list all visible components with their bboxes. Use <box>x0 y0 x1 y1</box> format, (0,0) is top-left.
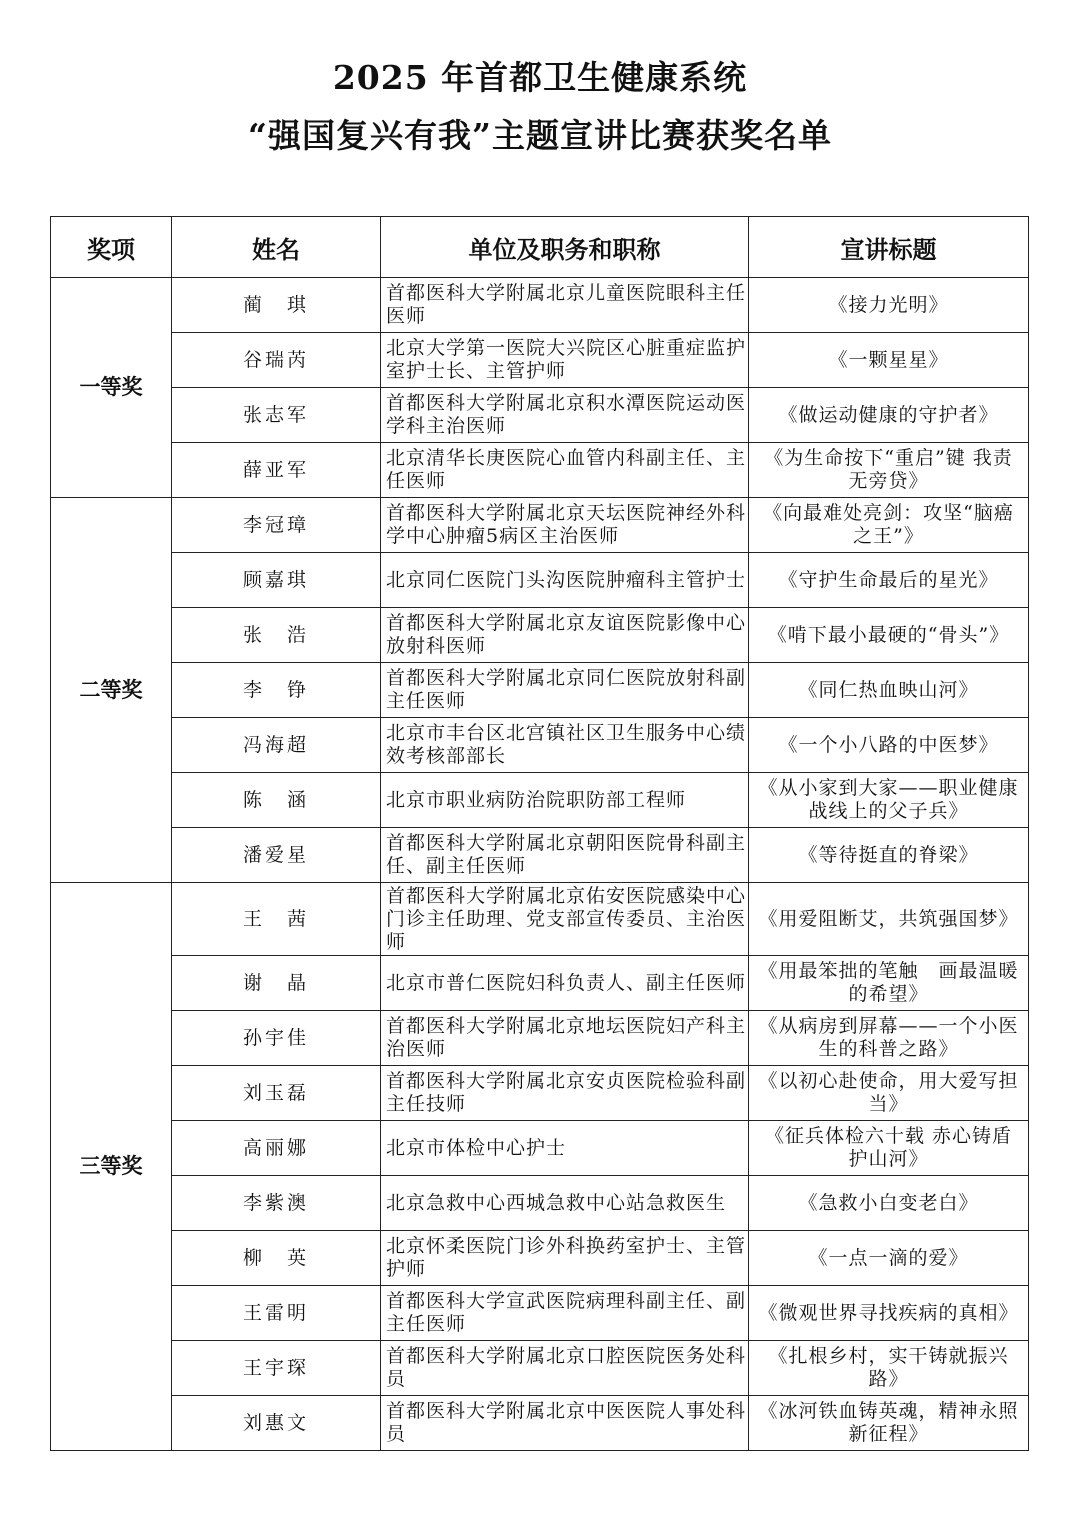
unit-position-cell: 首都医科大学附属北京同仁医院放射科副主任医师 <box>381 663 749 718</box>
unit-position-cell: 北京市职业病防治院职防部工程师 <box>381 773 749 828</box>
speech-title-cell: 《一个小八路的中医梦》 <box>749 718 1029 773</box>
speech-title-cell: 《同仁热血映山河》 <box>749 663 1029 718</box>
table-row <box>51 1231 1029 1286</box>
table-row <box>51 498 1029 553</box>
speech-title-cell: 《一颗星星》 <box>749 333 1029 388</box>
table-row <box>51 663 1029 718</box>
table-header-row <box>51 217 1029 278</box>
unit-position-cell: 首都医科大学附属北京安贞医院检验科副主任技师 <box>381 1066 749 1121</box>
winner-name-cell: 谷瑞芮 <box>172 333 381 388</box>
winner-name-cell: 柳 英 <box>172 1231 381 1286</box>
winner-name-cell: 李紫澳 <box>172 1176 381 1231</box>
speech-title-cell: 《冰河铁血铸英魂，精神永照新征程》 <box>749 1396 1029 1451</box>
table-row <box>51 1341 1029 1396</box>
unit-position-cell: 首都医科大学附属北京地坛医院妇产科主治医师 <box>381 1011 749 1066</box>
speech-title-cell: 《从小家到大家——职业健康战线上的父子兵》 <box>749 773 1029 828</box>
award-table <box>50 216 1029 1451</box>
speech-title-cell: 《从病房到屏幕——一个小医生的科普之路》 <box>749 1011 1029 1066</box>
table-row <box>51 1121 1029 1176</box>
document-title-line2: “强国复兴有我”主题宣讲比赛获奖名单 <box>248 116 832 155</box>
award-level-cell: 三等奖 <box>51 883 172 1451</box>
table-row <box>51 333 1029 388</box>
unit-position-cell: 首都医科大学附属北京天坛医院神经外科学中心肿瘤5病区主治医师 <box>381 498 749 553</box>
speech-title-cell: 《等待挺直的脊梁》 <box>749 828 1029 883</box>
winner-name-cell: 李 铮 <box>172 663 381 718</box>
winner-name-cell: 王 茜 <box>172 883 381 956</box>
winner-name-cell: 谢 晶 <box>172 956 381 1011</box>
speech-title-cell: 《为生命按下“重启”键 我责无旁贷》 <box>749 443 1029 498</box>
winner-name-cell: 刘玉磊 <box>172 1066 381 1121</box>
unit-position-cell: 北京怀柔医院门诊外科换药室护士、主管护师 <box>381 1231 749 1286</box>
unit-position-cell: 首都医科大学附属北京朝阳医院骨科副主任、副主任医师 <box>381 828 749 883</box>
unit-position-cell: 首都医科大学附属北京中医医院人事处科员 <box>381 1396 749 1451</box>
header-award: 奖项 <box>51 217 172 278</box>
unit-position-cell: 北京市普仁医院妇科负责人、副主任医师 <box>381 956 749 1011</box>
winner-name-cell: 王宇琛 <box>172 1341 381 1396</box>
table-row <box>51 828 1029 883</box>
unit-position-cell: 北京大学第一医院大兴院区心脏重症监护室护士长、主管护师 <box>381 333 749 388</box>
winner-name-cell: 冯海超 <box>172 718 381 773</box>
unit-position-cell: 北京市体检中心护士 <box>381 1121 749 1176</box>
speech-title-cell: 《用最笨拙的笔触 画最温暖的希望》 <box>749 956 1029 1011</box>
speech-title-cell: 《征兵体检六十载 赤心铸盾护山河》 <box>749 1121 1029 1176</box>
winner-name-cell: 张 浩 <box>172 608 381 663</box>
table-row <box>51 773 1029 828</box>
speech-title-cell: 《扎根乡村，实干铸就振兴路》 <box>749 1341 1029 1396</box>
award-level-cell: 二等奖 <box>51 498 172 883</box>
table-row <box>51 553 1029 608</box>
table-row <box>51 608 1029 663</box>
winner-name-cell: 陈 涵 <box>172 773 381 828</box>
table-row <box>51 956 1029 1011</box>
table-row <box>51 1286 1029 1341</box>
unit-position-cell: 北京同仁医院门头沟医院肿瘤科主管护士 <box>381 553 749 608</box>
speech-title-cell: 《向最难处亮剑：攻坚“脑癌之王”》 <box>749 498 1029 553</box>
unit-position-cell: 首都医科大学附属北京儿童医院眼科主任医师 <box>381 278 749 333</box>
table-row <box>51 278 1029 333</box>
speech-title-cell: 《接力光明》 <box>749 278 1029 333</box>
table-row <box>51 883 1029 956</box>
table-row <box>51 1396 1029 1451</box>
winner-name-cell: 王雷明 <box>172 1286 381 1341</box>
speech-title-cell: 《用爱阻断艾，共筑强国梦》 <box>749 883 1029 956</box>
header-name: 姓名 <box>172 217 381 278</box>
winner-name-cell: 薛亚军 <box>172 443 381 498</box>
winner-name-cell: 孙宇佳 <box>172 1011 381 1066</box>
unit-position-cell: 北京清华长庚医院心血管内科副主任、主任医师 <box>381 443 749 498</box>
speech-title-cell: 《急救小白变老白》 <box>749 1176 1029 1231</box>
table-body <box>51 278 1029 1451</box>
speech-title-cell: 《守护生命最后的星光》 <box>749 553 1029 608</box>
table-row <box>51 1176 1029 1231</box>
winner-name-cell: 高丽娜 <box>172 1121 381 1176</box>
unit-position-cell: 首都医科大学附属北京佑安医院感染中心门诊主任助理、党支部宣传委员、主治医师 <box>381 883 749 956</box>
winner-name-cell: 顾嘉琪 <box>172 553 381 608</box>
unit-position-cell: 北京急救中心西城急救中心站急救医生 <box>381 1176 749 1231</box>
unit-position-cell: 首都医科大学附属北京积水潭医院运动医学科主治医师 <box>381 388 749 443</box>
table-row <box>51 1011 1029 1066</box>
header-topic: 宣讲标题 <box>749 217 1029 278</box>
winner-name-cell: 李冠璋 <box>172 498 381 553</box>
table-row <box>51 1066 1029 1121</box>
document-title-line1: 2025 年首都卫生健康系统 <box>332 58 748 97</box>
winner-name-cell: 蔺 琪 <box>172 278 381 333</box>
award-level-cell: 一等奖 <box>51 278 172 498</box>
table-row <box>51 718 1029 773</box>
speech-title-cell: 《做运动健康的守护者》 <box>749 388 1029 443</box>
table-row <box>51 443 1029 498</box>
speech-title-cell: 《以初心赴使命，用大爱写担当》 <box>749 1066 1029 1121</box>
unit-position-cell: 首都医科大学宣武医院病理科副主任、副主任医师 <box>381 1286 749 1341</box>
winner-name-cell: 张志军 <box>172 388 381 443</box>
speech-title-cell: 《啃下最小最硬的“骨头”》 <box>749 608 1029 663</box>
speech-title-cell: 《一点一滴的爱》 <box>749 1231 1029 1286</box>
unit-position-cell: 首都医科大学附属北京友谊医院影像中心放射科医师 <box>381 608 749 663</box>
winner-name-cell: 刘惠文 <box>172 1396 381 1451</box>
winner-name-cell: 潘爱星 <box>172 828 381 883</box>
header-unit: 单位及职务和职称 <box>381 217 749 278</box>
unit-position-cell: 北京市丰台区北宫镇社区卫生服务中心绩效考核部部长 <box>381 718 749 773</box>
table-row <box>51 388 1029 443</box>
unit-position-cell: 首都医科大学附属北京口腔医院医务处科员 <box>381 1341 749 1396</box>
speech-title-cell: 《微观世界寻找疾病的真相》 <box>749 1286 1029 1341</box>
